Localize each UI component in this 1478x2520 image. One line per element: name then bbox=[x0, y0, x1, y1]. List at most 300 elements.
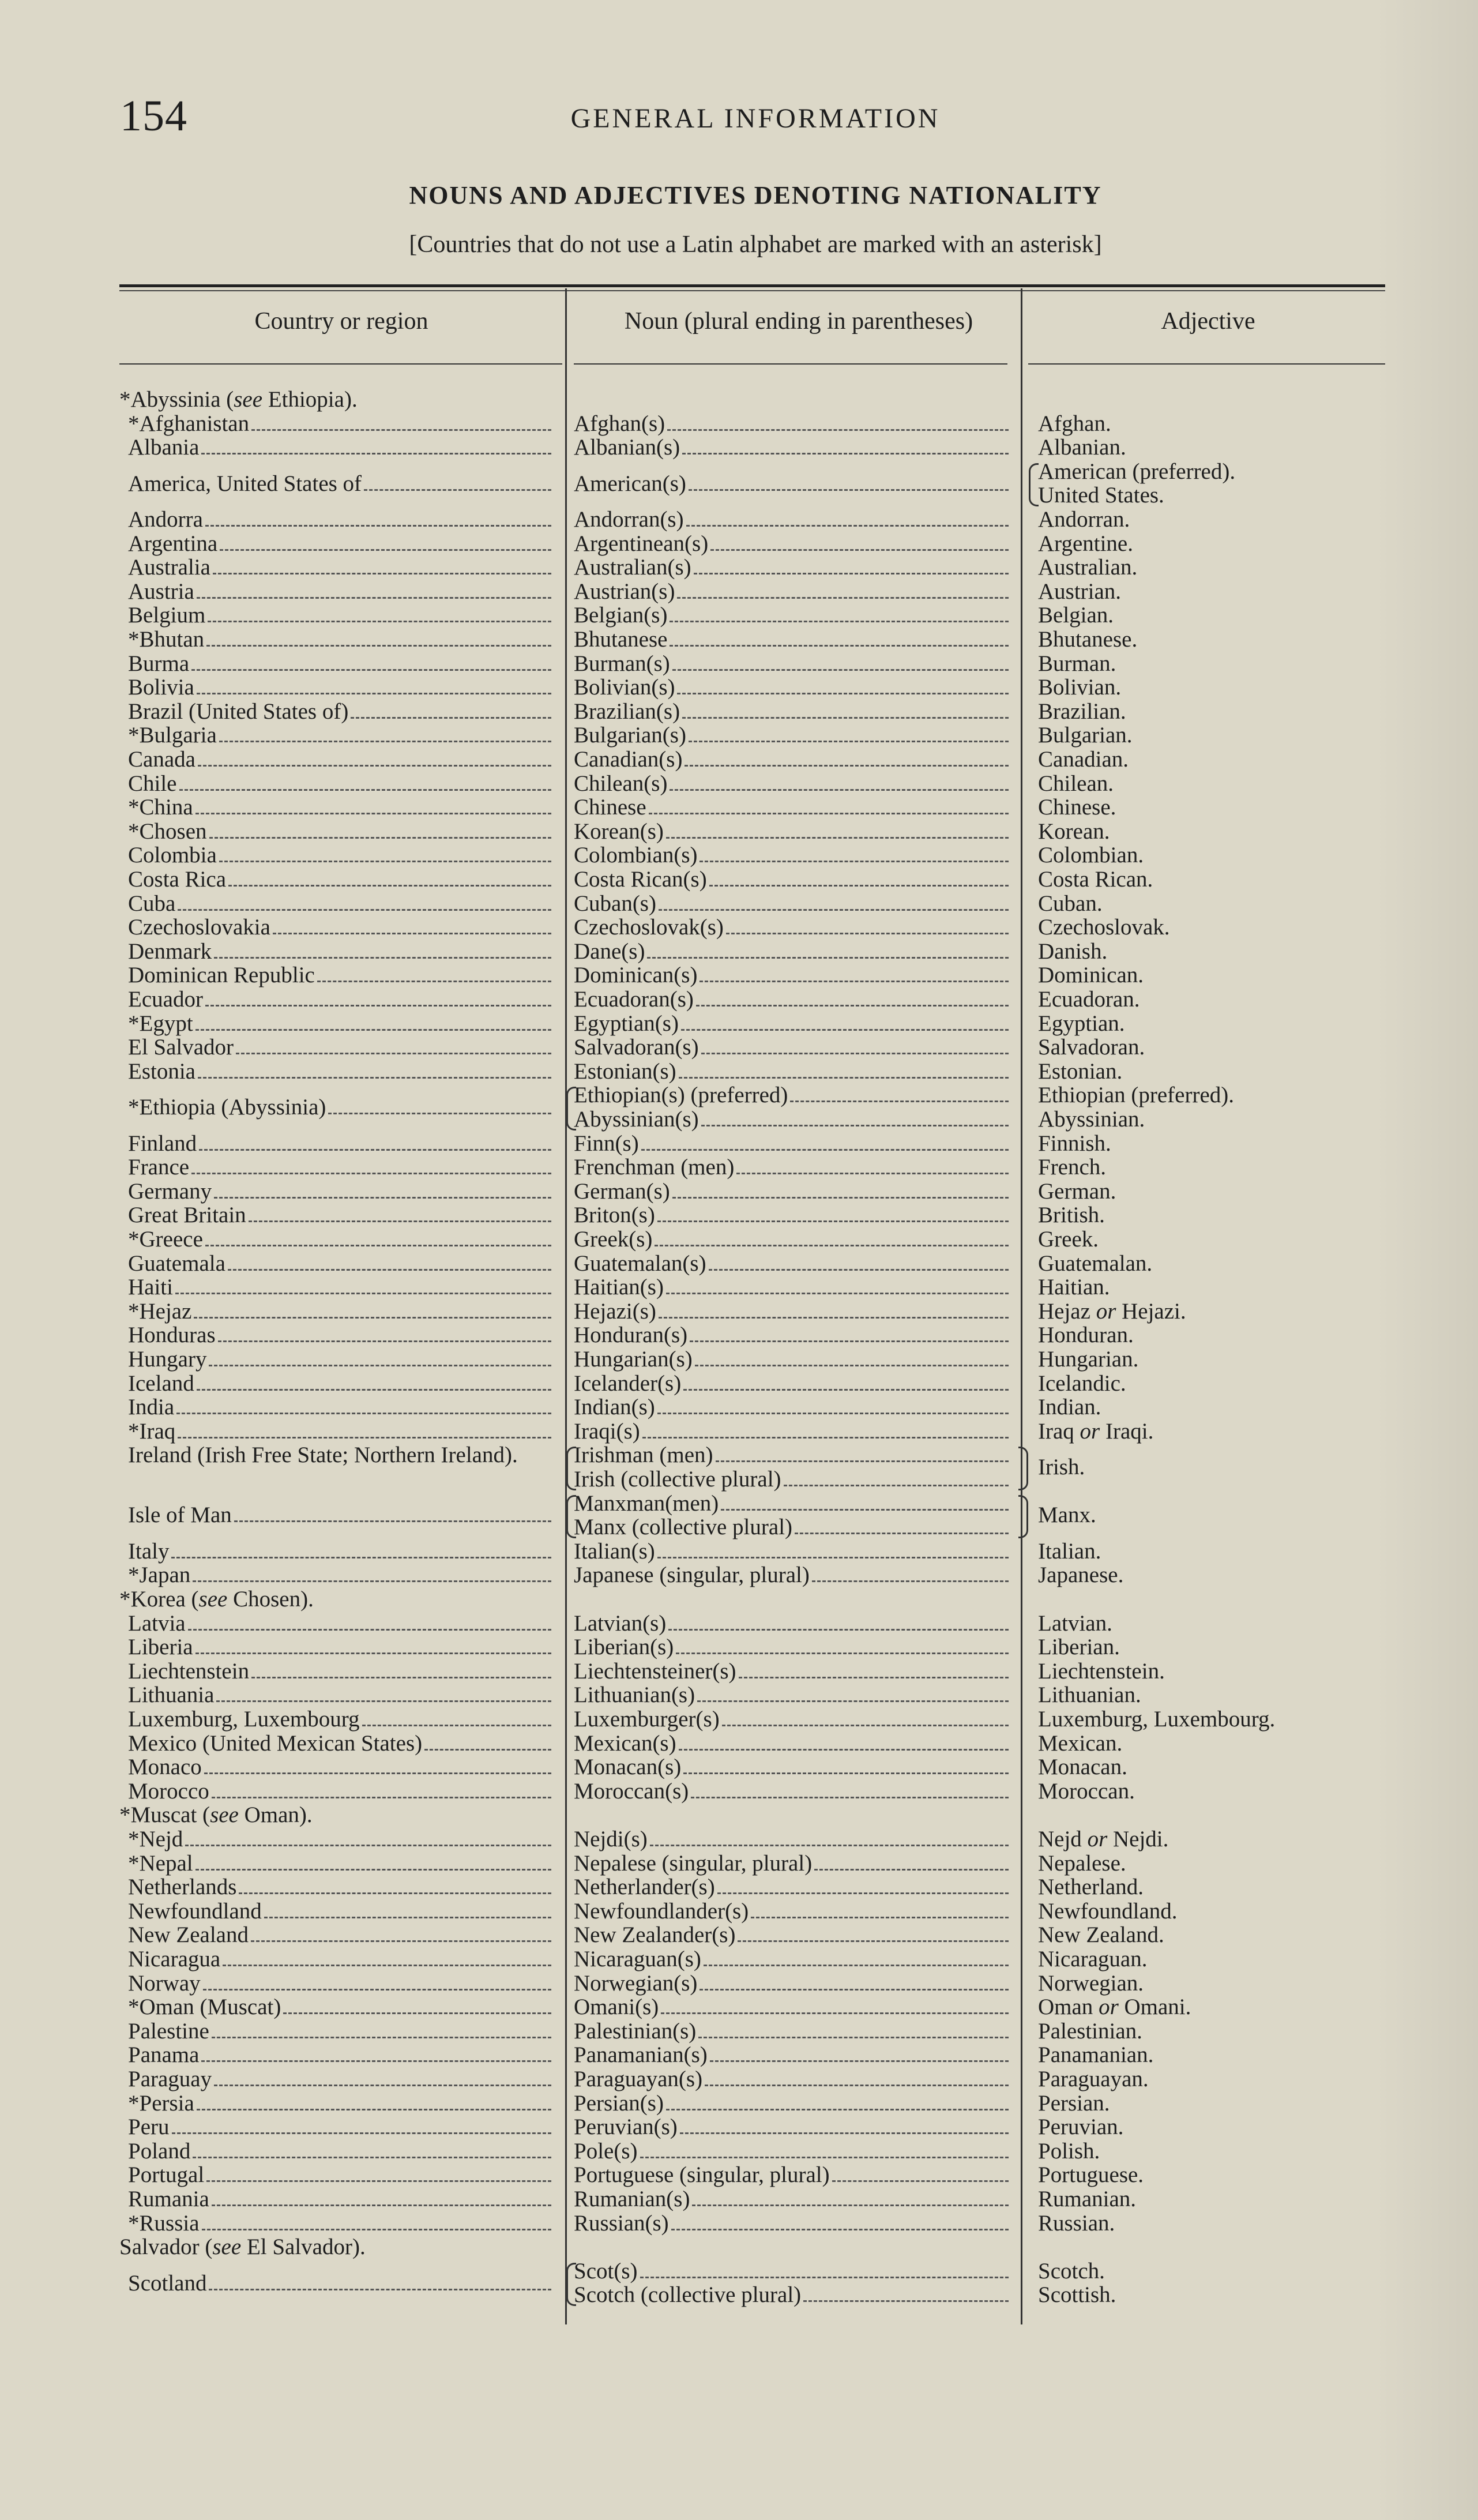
country-cell-text: Burma bbox=[128, 651, 190, 676]
dot-leader bbox=[716, 1460, 1009, 1462]
adjective-cell bbox=[1038, 1035, 1465, 1059]
noun-cell bbox=[574, 1107, 1012, 1132]
country-cell bbox=[128, 1732, 555, 1756]
adjective-cell bbox=[1038, 1659, 1465, 1683]
country-cell-text: *Muscat (see Oman). bbox=[119, 1802, 313, 1828]
table-row bbox=[0, 772, 1478, 796]
dot-leader bbox=[178, 909, 551, 911]
country-cell bbox=[128, 603, 555, 628]
adjective-cell-text: Rumanian. bbox=[1038, 2187, 1137, 2211]
country-cell-text: Argentina bbox=[128, 531, 218, 556]
country-cell-text: Honduras bbox=[128, 1323, 216, 1348]
noun-cell-text: Estonian(s) bbox=[574, 1059, 676, 1084]
dot-leader bbox=[251, 1677, 551, 1678]
dot-leader bbox=[721, 1509, 1009, 1511]
country-cell-text: Newfoundland bbox=[128, 1899, 262, 1924]
adjective-cell bbox=[1038, 1899, 1465, 1923]
dot-leader bbox=[832, 2180, 1009, 2182]
table-row bbox=[0, 1563, 1478, 1587]
country-cell bbox=[128, 1060, 555, 1084]
adjective-cell bbox=[1038, 843, 1465, 867]
table-row bbox=[0, 412, 1478, 436]
noun-cell bbox=[574, 1995, 1012, 2020]
noun-cell-text: Mexican(s) bbox=[574, 1731, 676, 1756]
table-row bbox=[0, 1779, 1478, 1804]
table-row bbox=[0, 1275, 1478, 1300]
country-cell-text: Ecuador bbox=[128, 987, 203, 1012]
dot-leader bbox=[676, 1653, 1009, 1654]
running-head: GENERAL INFORMATION bbox=[570, 103, 941, 134]
dot-leader bbox=[205, 1245, 551, 1246]
dot-leader bbox=[239, 1892, 551, 1894]
adjective-cell-text: Indian. bbox=[1038, 1395, 1101, 1420]
country-cell-text: Portugal bbox=[128, 2163, 205, 2188]
adjective-cell-text: Haitian. bbox=[1038, 1275, 1110, 1300]
table-row bbox=[0, 2259, 1478, 2307]
adjective-cell-text: Palestinian. bbox=[1038, 2018, 1142, 2044]
country-cell-text: *Iraq bbox=[128, 1419, 176, 1444]
adjective-cell-text: French. bbox=[1038, 1155, 1107, 1180]
table-row bbox=[0, 987, 1478, 1012]
noun-cell-text: Salvadoran(s) bbox=[574, 1035, 699, 1060]
noun-cell-text: Hungarian(s) bbox=[574, 1347, 693, 1372]
table-row bbox=[0, 675, 1478, 700]
table-row bbox=[0, 1419, 1478, 1444]
dot-leader bbox=[640, 2157, 1009, 2158]
dot-leader bbox=[317, 981, 551, 982]
noun-cell bbox=[574, 2019, 1012, 2044]
country-cell-text: Lithuania bbox=[128, 1683, 215, 1708]
country-cell bbox=[128, 1875, 555, 1900]
adjective-cell-text: Andorran. bbox=[1038, 507, 1130, 532]
adjective-cell bbox=[1038, 1395, 1465, 1419]
country-cell bbox=[128, 2163, 555, 2188]
noun-cell-text: Norwegian(s) bbox=[574, 1971, 698, 1996]
dot-leader bbox=[686, 525, 1009, 527]
dot-leader bbox=[666, 2109, 1009, 2110]
noun-cell bbox=[574, 1155, 1012, 1180]
table-row bbox=[0, 1875, 1478, 1899]
adjective-cell-text: Czechoslovak. bbox=[1038, 915, 1170, 940]
dot-leader bbox=[668, 1629, 1009, 1631]
adjective-cell-text: Greek. bbox=[1038, 1227, 1099, 1252]
adjective-cell bbox=[1038, 700, 1465, 723]
noun-cell-text: Icelander(s) bbox=[574, 1371, 682, 1396]
noun-cell-text: Panamanian(s) bbox=[574, 2043, 708, 2068]
adjective-cell-text: Japanese. bbox=[1038, 1563, 1124, 1588]
dot-leader bbox=[208, 621, 551, 622]
country-cell-text: *Bhutan bbox=[128, 628, 205, 652]
table-row bbox=[0, 1180, 1478, 1204]
country-cell-text: Guatemala bbox=[128, 1251, 225, 1276]
adjective-cell-text: Monacan. bbox=[1038, 1755, 1127, 1780]
adjective-cell-text: Paraguayan. bbox=[1038, 2067, 1149, 2091]
country-cell bbox=[128, 1012, 555, 1036]
adjective-cell-text: Nicaraguan. bbox=[1038, 1947, 1148, 1971]
country-cell-text: Liechtenstein bbox=[128, 1659, 250, 1684]
adjective-cell-text: Italian. bbox=[1038, 1538, 1101, 1564]
country-cell-text: Bolivia bbox=[128, 675, 194, 700]
adjective-cell bbox=[1038, 915, 1465, 939]
dot-leader bbox=[666, 837, 1009, 839]
country-cell-text: Great Britain bbox=[128, 1203, 246, 1228]
dot-leader bbox=[364, 489, 551, 491]
noun-cell bbox=[574, 987, 1012, 1012]
noun-cell bbox=[574, 2163, 1012, 2188]
country-cell bbox=[128, 1899, 555, 1924]
adjective-cell bbox=[1038, 1060, 1465, 1083]
country-cell bbox=[128, 2091, 555, 2116]
country-cell bbox=[128, 1347, 555, 1372]
adjective-cell bbox=[1038, 2283, 1465, 2307]
adjective-cell bbox=[1038, 772, 1465, 795]
adjective-cell bbox=[1038, 1995, 1465, 2019]
dot-leader bbox=[671, 2229, 1009, 2230]
country-cell-text: Austria bbox=[128, 579, 194, 604]
country-cell bbox=[128, 2043, 555, 2068]
dot-leader bbox=[803, 2300, 1009, 2302]
adjective-cell bbox=[1038, 1732, 1465, 1755]
dot-leader bbox=[641, 1149, 1009, 1151]
adjective-cell-text: Belgian. bbox=[1038, 603, 1114, 628]
dot-leader bbox=[650, 1845, 1009, 1846]
country-cell-text: Australia bbox=[128, 555, 210, 580]
dot-leader bbox=[218, 1340, 551, 1342]
adjective-cell-text: Mexican. bbox=[1038, 1730, 1123, 1756]
dot-leader bbox=[193, 2157, 551, 2158]
country-cell bbox=[119, 1803, 546, 1827]
country-cell-text: *China bbox=[128, 795, 193, 820]
noun-cell-text: Costa Rican(s) bbox=[574, 867, 707, 892]
country-cell bbox=[119, 2235, 546, 2259]
dot-leader bbox=[220, 549, 551, 551]
adjective-cell bbox=[1038, 1275, 1465, 1299]
dot-leader bbox=[202, 2229, 551, 2230]
adjective-cell-text: Guatemalan. bbox=[1038, 1250, 1153, 1276]
dot-leader bbox=[212, 2204, 551, 2206]
country-cell bbox=[128, 1395, 555, 1420]
noun-cell-text: Nicaraguan(s) bbox=[574, 1947, 701, 1971]
country-cell bbox=[128, 795, 555, 820]
country-cell bbox=[128, 508, 555, 532]
table-row bbox=[0, 628, 1478, 652]
dot-leader bbox=[680, 2132, 1009, 2134]
table-row bbox=[0, 2163, 1478, 2187]
adjective-cell bbox=[1038, 1155, 1465, 1179]
noun-cell-text: Latvian(s) bbox=[574, 1611, 667, 1636]
table-row bbox=[0, 2139, 1478, 2164]
adjective-cell bbox=[1038, 435, 1465, 459]
country-cell-text: America, United States of bbox=[128, 471, 362, 496]
country-cell-text: Monaco bbox=[128, 1755, 202, 1780]
dot-leader bbox=[655, 1245, 1009, 1246]
table-row bbox=[0, 1827, 1478, 1851]
dot-leader bbox=[209, 2289, 551, 2290]
country-cell-text: Costa Rica bbox=[128, 867, 227, 892]
adjective-cell bbox=[1038, 675, 1465, 699]
adjective-cell-text: German. bbox=[1038, 1178, 1116, 1204]
country-cell-text: Canada bbox=[128, 748, 195, 772]
country-cell-text: Czechoslovakia bbox=[128, 915, 270, 940]
table-row bbox=[0, 795, 1478, 820]
noun-cell-text: Monacan(s) bbox=[574, 1755, 682, 1780]
dot-leader bbox=[206, 645, 551, 647]
noun-cell bbox=[574, 700, 1012, 724]
table-row bbox=[0, 1539, 1478, 1564]
country-cell bbox=[128, 892, 555, 917]
adjective-cell-text: Albanian. bbox=[1038, 435, 1126, 460]
table-row bbox=[0, 1995, 1478, 2019]
adjective-cell-text: Honduran. bbox=[1038, 1323, 1134, 1348]
country-cell-text: Scotland bbox=[128, 2271, 207, 2296]
table-row bbox=[0, 1683, 1478, 1707]
dot-leader bbox=[699, 861, 1009, 862]
adjective-cell bbox=[1038, 867, 1465, 891]
table-row bbox=[0, 1132, 1478, 1156]
noun-cell-text: German(s) bbox=[574, 1179, 670, 1204]
country-cell bbox=[128, 1180, 555, 1204]
dot-leader bbox=[670, 645, 1009, 647]
noun-cell bbox=[574, 1347, 1012, 1372]
noun-cell bbox=[574, 1467, 1012, 1492]
table-row bbox=[0, 1060, 1478, 1084]
noun-cell-text: Portuguese (singular, plural) bbox=[574, 2163, 830, 2188]
adjective-cell-text: Bhutanese. bbox=[1038, 627, 1138, 652]
dot-leader bbox=[647, 957, 1009, 959]
noun-cell-text: Hejazi(s) bbox=[574, 1299, 656, 1324]
country-cell-text: *Egypt bbox=[128, 1011, 193, 1036]
noun-cell-text: Dominican(s) bbox=[574, 963, 698, 988]
adjective-cell-text: Polish. bbox=[1038, 2138, 1100, 2164]
adjective-cell bbox=[1038, 2211, 1465, 2235]
country-cell bbox=[128, 412, 555, 437]
noun-cell bbox=[574, 603, 1012, 628]
country-cell-text: Italy bbox=[128, 1539, 170, 1564]
table-row bbox=[0, 2115, 1478, 2139]
noun-cell bbox=[574, 1875, 1012, 1900]
noun-cell-text: Ecuadoran(s) bbox=[574, 987, 694, 1012]
country-cell bbox=[128, 1995, 555, 2020]
adjective-cell-text: Brazilian. bbox=[1038, 698, 1126, 724]
adjective-cell-text: Afghan. bbox=[1038, 411, 1111, 436]
country-cell-text: Luxemburg, Luxembourg bbox=[128, 1707, 360, 1732]
noun-cell-text: Russian(s) bbox=[574, 2211, 669, 2236]
noun-cell bbox=[574, 915, 1012, 940]
table-row bbox=[0, 1083, 1478, 1131]
noun-cell-text: Brazilian(s) bbox=[574, 699, 680, 724]
adjective-cell-text: Portuguese. bbox=[1038, 2162, 1144, 2188]
dot-leader bbox=[790, 1101, 1009, 1102]
dot-leader bbox=[205, 525, 551, 527]
dot-leader bbox=[679, 1077, 1009, 1079]
dot-leader bbox=[699, 1989, 1009, 1991]
adjective-cell bbox=[1038, 483, 1465, 507]
table-row bbox=[0, 508, 1478, 532]
country-cell bbox=[128, 1323, 555, 1348]
dot-leader bbox=[283, 2012, 551, 2014]
table-row bbox=[0, 460, 1478, 508]
table-row bbox=[0, 820, 1478, 844]
adjective-cell bbox=[1038, 2043, 1465, 2067]
adjective-cell bbox=[1038, 603, 1465, 627]
adjective-cell bbox=[1038, 1683, 1465, 1707]
country-cell bbox=[128, 1563, 555, 1588]
noun-cell bbox=[574, 1372, 1012, 1396]
dot-leader bbox=[736, 1173, 1009, 1174]
noun-cell bbox=[574, 1012, 1012, 1036]
table-row bbox=[0, 1035, 1478, 1060]
dot-leader bbox=[236, 1053, 551, 1054]
dot-leader bbox=[710, 549, 1009, 551]
adjective-cell bbox=[1038, 2067, 1465, 2091]
dot-leader bbox=[690, 1340, 1009, 1342]
adjective-cell-text: Scottish. bbox=[1038, 2282, 1116, 2308]
adjective-cell bbox=[1038, 1612, 1465, 1635]
country-cell bbox=[128, 1755, 555, 1780]
adjective-cell-text: Iraq or Iraqi. bbox=[1038, 1418, 1154, 1444]
adjective-cell-text: Ethiopian (preferred). bbox=[1038, 1083, 1234, 1108]
noun-cell bbox=[574, 723, 1012, 748]
adjective-cell bbox=[1038, 1539, 1465, 1563]
dot-leader bbox=[214, 2085, 551, 2086]
table-row bbox=[0, 2067, 1478, 2091]
noun-cell bbox=[574, 435, 1012, 460]
dot-leader bbox=[201, 453, 551, 455]
country-cell bbox=[128, 652, 555, 677]
dot-leader bbox=[264, 1917, 551, 1918]
noun-cell bbox=[574, 1659, 1012, 1684]
noun-cell bbox=[574, 2043, 1012, 2068]
noun-cell bbox=[574, 412, 1012, 437]
adjective-cell bbox=[1038, 1227, 1465, 1251]
table-row bbox=[0, 1635, 1478, 1659]
noun-cell bbox=[574, 675, 1012, 700]
dot-leader bbox=[677, 597, 1009, 599]
country-cell-text: Morocco bbox=[128, 1779, 209, 1804]
table-row bbox=[0, 867, 1478, 892]
noun-cell bbox=[574, 2187, 1012, 2212]
dot-leader bbox=[175, 1293, 551, 1294]
adjective-cell bbox=[1038, 748, 1465, 771]
noun-cell-text: Honduran(s) bbox=[574, 1323, 688, 1348]
country-cell bbox=[128, 2211, 555, 2236]
table-row bbox=[0, 1971, 1478, 1996]
adjective-cell-text: Panamanian. bbox=[1038, 2042, 1154, 2068]
noun-cell-text: Iraqi(s) bbox=[574, 1419, 640, 1444]
noun-cell bbox=[574, 1612, 1012, 1636]
country-cell-text: *Nepal bbox=[128, 1851, 193, 1876]
noun-cell-text: Scot(s) bbox=[574, 2259, 638, 2284]
country-cell-text: Ireland (Irish Free State; Northern Ireland). bbox=[128, 1443, 518, 1468]
dot-leader bbox=[188, 1629, 551, 1631]
dot-leader bbox=[203, 1989, 551, 1991]
dot-leader bbox=[176, 1413, 551, 1414]
country-cell-text: Andorra bbox=[128, 508, 203, 532]
country-cell bbox=[128, 867, 555, 892]
country-cell-text: Denmark bbox=[128, 939, 212, 964]
noun-cell bbox=[574, 748, 1012, 772]
country-cell-text: *Oman (Muscat) bbox=[128, 1995, 281, 2020]
noun-cell bbox=[574, 1732, 1012, 1756]
noun-cell bbox=[574, 2211, 1012, 2236]
adjective-cell-text: Newfoundland. bbox=[1038, 1898, 1178, 1924]
noun-cell bbox=[574, 1035, 1012, 1060]
noun-cell-text: Austrian(s) bbox=[574, 579, 675, 604]
country-cell-text: Nicaragua bbox=[128, 1947, 221, 1971]
noun-cell-text: Frenchman (men) bbox=[574, 1155, 735, 1180]
noun-cell-text: American(s) bbox=[574, 471, 686, 496]
adjective-cell-text: Hejaz or Hejazi. bbox=[1038, 1298, 1186, 1324]
noun-cell bbox=[574, 1899, 1012, 1924]
noun-cell bbox=[574, 2259, 1012, 2284]
noun-cell bbox=[574, 1851, 1012, 1876]
country-cell bbox=[119, 1587, 546, 1611]
adjective-cell-text: Norwegian. bbox=[1038, 1970, 1144, 1996]
table-row bbox=[0, 1155, 1478, 1180]
noun-cell-text: Indian(s) bbox=[574, 1395, 655, 1420]
dot-leader bbox=[682, 717, 1009, 719]
adjective-cell bbox=[1038, 2163, 1465, 2187]
noun-cell bbox=[574, 1323, 1012, 1348]
dot-leader bbox=[649, 813, 1009, 814]
noun-cell bbox=[574, 1779, 1012, 1804]
dot-leader bbox=[795, 1533, 1009, 1534]
noun-cell-text: Omani(s) bbox=[574, 1995, 659, 2020]
dot-leader bbox=[209, 1365, 551, 1366]
noun-cell bbox=[574, 2283, 1012, 2308]
adjective-cell-text: Chinese. bbox=[1038, 795, 1116, 820]
country-cell-text: Salvador (see El Salvador). bbox=[119, 2234, 366, 2260]
table-row bbox=[0, 2187, 1478, 2211]
dot-leader bbox=[696, 1005, 1009, 1007]
noun-cell-text: Manxman(men) bbox=[574, 1491, 719, 1516]
adjective-cell bbox=[1038, 940, 1465, 963]
noun-cell bbox=[574, 1275, 1012, 1300]
country-cell-text: India bbox=[128, 1395, 175, 1420]
noun-cell bbox=[574, 1395, 1012, 1420]
dot-leader bbox=[201, 2060, 551, 2062]
adjective-cell bbox=[1038, 2115, 1465, 2139]
dot-leader bbox=[739, 1677, 1009, 1678]
dot-leader bbox=[709, 1269, 1009, 1271]
noun-cell bbox=[574, 795, 1012, 820]
dot-leader bbox=[689, 489, 1009, 491]
dot-leader bbox=[661, 2012, 1009, 2014]
dot-leader bbox=[642, 1437, 1009, 1439]
country-cell bbox=[128, 1132, 555, 1156]
country-cell bbox=[128, 1372, 555, 1396]
country-cell bbox=[128, 1851, 555, 1876]
noun-cell bbox=[574, 1203, 1012, 1228]
noun-cell bbox=[574, 1227, 1012, 1252]
country-cell bbox=[128, 1300, 555, 1324]
noun-cell-text: Cuban(s) bbox=[574, 891, 656, 916]
adjective-cell-text: Luxemburg, Luxembourg. bbox=[1038, 1707, 1276, 1732]
country-cell-text: Haiti bbox=[128, 1275, 173, 1300]
noun-cell-text: Newfoundlander(s) bbox=[574, 1899, 749, 1924]
country-cell bbox=[128, 723, 555, 748]
adjective-cell bbox=[1038, 1779, 1465, 1803]
noun-cell-text: Luxemburger(s) bbox=[574, 1707, 720, 1732]
dot-leader bbox=[195, 1869, 551, 1871]
table-row bbox=[0, 1659, 1478, 1684]
noun-cell-text: Scotch (collective plural) bbox=[574, 2283, 802, 2308]
adjective-cell-text: Canadian. bbox=[1038, 747, 1129, 772]
dot-leader bbox=[172, 2132, 552, 2134]
dot-leader bbox=[701, 1125, 1009, 1126]
adjective-cell bbox=[1038, 1455, 1465, 1479]
dot-leader bbox=[223, 1965, 551, 1966]
